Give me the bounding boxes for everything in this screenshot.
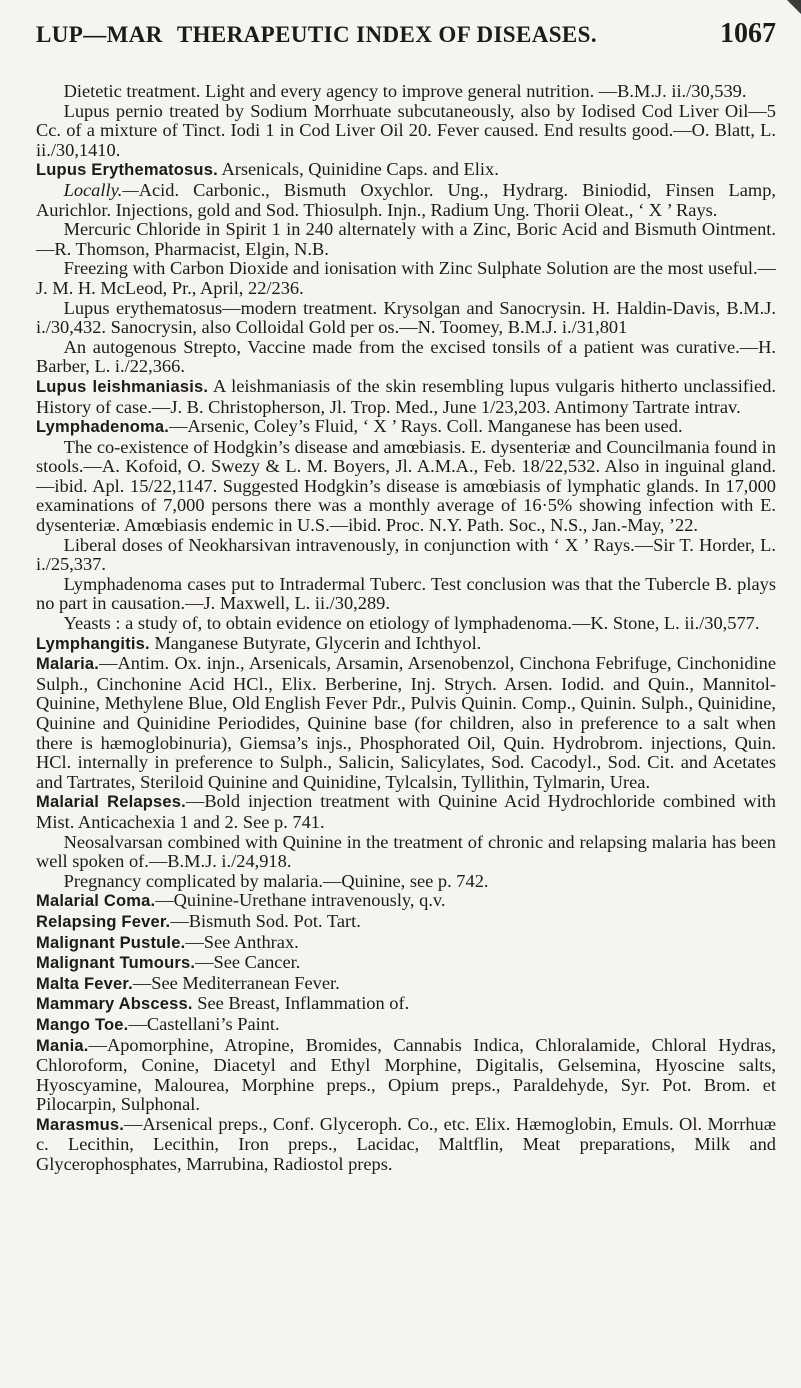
entry-heading: Lymphadenoma. bbox=[36, 418, 170, 437]
book-page bbox=[36, 0, 776, 1175]
page-number: 1067 bbox=[720, 18, 776, 49]
entry-text: —Bold injection treatment with Quinine Acid Hydrochloride combined with Mist. Anticachexia 1 and 2. See p. 741. bbox=[36, 791, 776, 832]
index-entry bbox=[36, 974, 776, 995]
entry-heading: Lupus Erythematosus. bbox=[36, 161, 218, 180]
index-entry bbox=[36, 953, 776, 974]
entry-heading: Malarial Coma. bbox=[36, 892, 156, 911]
index-paragraph bbox=[36, 220, 776, 259]
entry-text: —See Mediterranean Fever. bbox=[132, 972, 340, 993]
entry-text: Lupus pernio treated by Sodium Morrhuate subcutaneously, also by Iodised Cod Liver Oil—5 Cc. of a mixture of Tinct. Iodi 1 in Cod Liver Oil 20. Fever caused. End results good.—O. Blatt, L. ii./30,1410. bbox=[36, 100, 776, 160]
entry-text: Lupus erythematosus—modern treatment. Krysolgan and Sanocrysin. H. Haldin-Davis, B.M.J. i./30,432. Sanocrysin, also Colloidal Gold per os.—N. Toomey, B.M.J. i./31,801 bbox=[36, 297, 776, 338]
entry-heading: Relapsing Fever. bbox=[36, 912, 171, 931]
header-left bbox=[36, 22, 597, 48]
entry-text: See Breast, Inflammation of. bbox=[192, 993, 410, 1014]
index-entry bbox=[36, 792, 776, 832]
index-paragraph bbox=[36, 872, 776, 892]
entry-text: Manganese Butyrate, Glycerin and Ichthyol. bbox=[149, 632, 482, 653]
index-entry bbox=[36, 933, 776, 954]
running-header bbox=[36, 18, 776, 58]
entry-heading: Lymphangitis. bbox=[36, 634, 150, 653]
page-corner-mark bbox=[787, 0, 801, 14]
entry-text: Acid. Carbonic., Bismuth Oxychlor. Ung., Hydrarg. Biniodid, Finsen Lamp, Aurichlor. Injections, gold and Sod. Thiosulph. Injn., Radium Ung. Thorii Oleat., ‘ X ’ Rays. bbox=[36, 179, 776, 220]
entry-text: Lymphadenoma cases put to Intradermal Tuberc. Test conclusion was that the Tubercle B. plays no part in causation.—J. Maxwell, L. ii./30,289. bbox=[36, 573, 776, 614]
entry-text: —Apomorphine, Atropine, Bromides, Cannabis Indica, Chloralamide, Chloral Hydras, Chloroform, Conine, Diacetyl and Ethyl Morphine, Digitalis, Gelsemina, Hyoscine salts, Hyoscyamine, Malourea, Morphine preps., Opium preps., Paraldehyde, Syr. Pot. Brom. et Pilocarpin, Sulphonal. bbox=[36, 1034, 776, 1115]
entry-text: Arsenicals, Quinidine Caps. and Elix. bbox=[217, 159, 499, 180]
entry-lead: Locally.— bbox=[63, 179, 139, 200]
index-paragraph bbox=[36, 536, 776, 575]
index-body bbox=[36, 82, 776, 1175]
entry-heading: Lupus leishmaniasis. bbox=[36, 377, 209, 396]
entry-text: —Antim. Ox. injn., Arsenicals, Arsamin, Arsenobenzol, Cinchona Febrifuge, Cinchonidine Sulph., Cinchonine Acid HCl., Elix. Berberine, Inj. Strych. Arsen. Iodid. and Quin., Mannitol-Quinine, Methylene Blue, Old English Fever Pdr., Pulvis Quinin. Comp., Quinin. Sulph., Quinidine, Quinine and Quinidine Periodides, Quinine base (for children, also in preference to a salt when there is hæmoglobinuria), Giemsa’s injs., Phosphorated Oil, Quin. Hydrobrom. injections, Quin. HCl. internally in preference to Sulph., Salicin, Salicylates, Sod. Cacodyl., Sod. Cit. and Acetates and Tartrates, Steriloid Quinine and Quinidine, Tylcalsin, Tyllithin, Tylmarin, Urea. bbox=[36, 653, 776, 792]
index-paragraph bbox=[36, 338, 776, 377]
entry-text: —Arsenical preps., Conf. Glyceroph. Co., etc. Elix. Hæmoglobin, Emuls. Ol. Morrhuæ c. Lecithin, Lecithin, Iron preps., Lacidac, Maltflin, Meat preparations, Milk and Glycerophosphates, Marrubina, Radiostol preps. bbox=[36, 1113, 776, 1175]
entry-text: Liberal doses of Neokharsivan intravenously, in conjunction with ‘ X ’ Rays.—Sir T. Horder, L. i./25,337. bbox=[36, 534, 776, 575]
entry-heading: Malaria. bbox=[36, 655, 100, 674]
entry-text: Pregnancy complicated by malaria.—Quinine, see p. 742. bbox=[63, 870, 489, 891]
entry-text: —Arsenic, Coley’s Fluid, ‘ X ’ Rays. Coll. Manganese has been used. bbox=[169, 416, 683, 437]
index-entry bbox=[36, 912, 776, 933]
index-paragraph bbox=[36, 833, 776, 872]
entry-text: —Bismuth Sod. Pot. Tart. bbox=[170, 910, 361, 931]
entry-text: —Castellani’s Paint. bbox=[128, 1013, 280, 1034]
index-entry bbox=[36, 1036, 776, 1115]
entry-heading: Malta Fever. bbox=[36, 974, 133, 993]
index-paragraph bbox=[36, 575, 776, 614]
index-entry bbox=[36, 994, 776, 1015]
index-entry bbox=[36, 160, 776, 181]
entry-heading: Mania. bbox=[36, 1036, 89, 1055]
entry-text: An autogenous Strepto, Vaccine made from the excised tonsils of a patient was curative.—H. Barber, L. i./22,366. bbox=[36, 336, 776, 377]
index-paragraph bbox=[36, 614, 776, 634]
index-paragraph bbox=[36, 102, 776, 161]
entry-heading: Mammary Abscess. bbox=[36, 995, 193, 1014]
index-entry bbox=[36, 634, 776, 655]
entry-text: A leishmaniasis of the skin resembling lupus vulgaris hitherto unclassified. History of case.—J. B. Christopherson, Jl. Trop. Med., June 1/23,203. Antimony Tartrate intrav. bbox=[36, 375, 776, 417]
entry-text: The co-existence of Hodgkin’s disease and amœbiasis. E. dysenteriæ and Councilmania found in stools.—A. Kofoid, O. Swezy & L. M. Boyers, Jl. A.M.A., Feb. 18/22,532. Also in inguinal gland.—ibid. Apl. 15/22,1147. Suggested Hodgkin’s disease is amœbiasis of lymphatic glands. In 17,000 examinations of 7,000 persons there was a monthly average of 16·5% showing infection with E. dysenteriæ. Amœbiasis endemic in U.S.—ibid. Proc. N.Y. Path. Soc., N.S., Jan.-May, ’22. bbox=[36, 436, 776, 536]
entry-heading: Malarial Relapses. bbox=[36, 793, 186, 812]
index-paragraph bbox=[36, 299, 776, 338]
header-range: LUP—MAR bbox=[36, 22, 163, 47]
entry-heading: Marasmus. bbox=[36, 1115, 125, 1134]
entry-text: Neosalvarsan combined with Quinine in the treatment of chronic and relapsing malaria has been well spoken of.—B.M.J. i./24,918. bbox=[36, 831, 776, 872]
entry-text: Mercuric Chloride in Spirit 1 in 240 alternately with a Zinc, Boric Acid and Bismuth Ointment.—R. Thomson, Pharmacist, Elgin, N.B. bbox=[36, 219, 776, 259]
entry-text: Yeasts : a study of, to obtain evidence on etiology of lymphadenoma.—K. Stone, L. ii./30,577. bbox=[63, 613, 760, 634]
index-entry bbox=[36, 654, 776, 792]
index-entry bbox=[36, 891, 776, 912]
header-title: THERAPEUTIC INDEX OF DISEASES. bbox=[176, 22, 598, 47]
index-entry bbox=[36, 1015, 776, 1036]
entry-text: —Quinine-Urethane intravenously, q.v. bbox=[155, 890, 446, 911]
index-paragraph bbox=[36, 259, 776, 298]
entry-text: —See Cancer. bbox=[195, 952, 301, 973]
entry-heading: Malignant Pustule. bbox=[36, 933, 186, 952]
index-entry bbox=[36, 1115, 776, 1175]
index-entry bbox=[36, 377, 776, 417]
entry-heading: Malignant Tumours. bbox=[36, 954, 196, 973]
entry-text: —See Anthrax. bbox=[185, 931, 299, 952]
entry-heading: Mango Toe. bbox=[36, 1015, 129, 1034]
entry-text: Dietetic treatment. Light and every agency to improve general nutrition. —B.M.J. ii./30,539. bbox=[63, 81, 747, 101]
index-paragraph bbox=[36, 181, 776, 220]
entry-text: Freezing with Carbon Dioxide and ionisation with Zinc Sulphate Solution are the most useful.—J. M. H. McLeod, Pr., April, 22/236. bbox=[36, 258, 776, 298]
index-paragraph bbox=[36, 438, 776, 536]
index-entry bbox=[36, 417, 776, 438]
index-paragraph bbox=[36, 82, 776, 102]
